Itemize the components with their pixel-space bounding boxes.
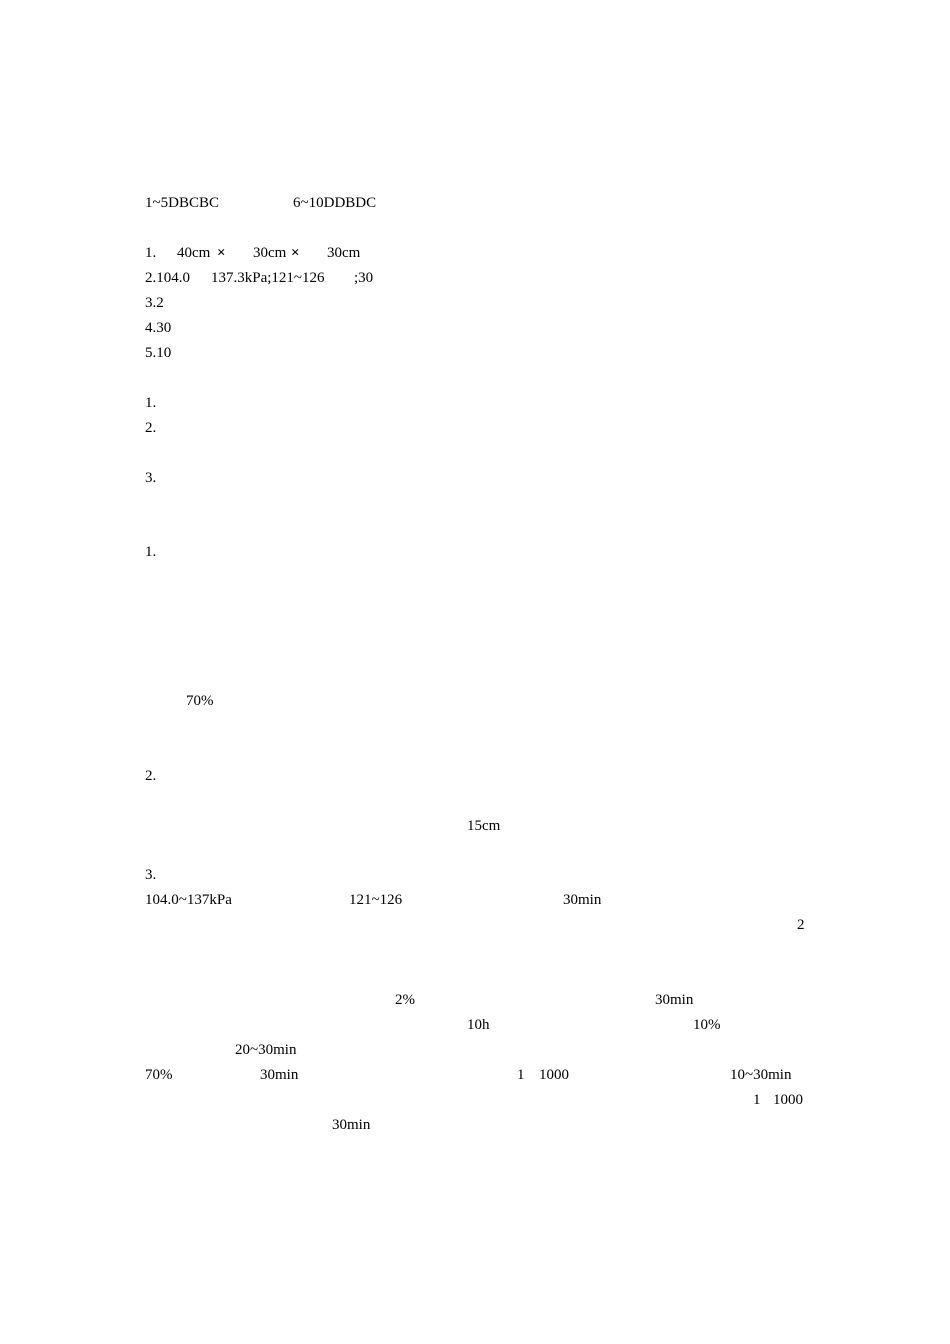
fill-q4: 4.30 — [145, 320, 172, 336]
fill-q2-start: 2.104.0 — [145, 270, 190, 286]
short-q1-value: 70% — [186, 693, 214, 709]
q3-value: 1000 — [773, 1092, 803, 1108]
q3-value: 1000 — [539, 1067, 569, 1083]
q3-value: 30min — [332, 1117, 371, 1133]
fill-q1-height: 30cm — [327, 245, 361, 261]
fill-q1-width: 30cm — [253, 245, 287, 261]
q3-value: 1 — [517, 1067, 525, 1083]
fill-q1-number: 1. — [145, 245, 157, 261]
q3-value: 2 — [797, 917, 805, 933]
q3-value: 30min — [260, 1067, 299, 1083]
q3-value: 30min — [655, 992, 694, 1008]
q3-pressure: 104.0~137kPa — [145, 892, 232, 908]
q3-value: 2% — [395, 992, 415, 1008]
short-q1-number: 1. — [145, 544, 157, 560]
judge-item-3: 3. — [145, 470, 157, 486]
short-q2-value: 15cm — [467, 818, 501, 834]
fill-q5: 5.10 — [145, 345, 172, 361]
short-q3-number: 3. — [145, 867, 157, 883]
times-symbol: × — [291, 245, 300, 261]
fill-q1-length: 40cm — [177, 245, 211, 261]
q3-temperature: 121~126 — [349, 892, 403, 908]
q3-value: 10% — [693, 1017, 721, 1033]
short-q2-number: 2. — [145, 768, 157, 784]
fill-q3: 3.2 — [145, 295, 164, 311]
q3-value: 1 — [753, 1092, 761, 1108]
q3-value: 10h — [467, 1017, 490, 1033]
fill-q2-time: ;30 — [354, 270, 374, 286]
judge-item-1: 1. — [145, 395, 157, 411]
judge-item-2: 2. — [145, 420, 157, 436]
choice-answers-1-5: 1~5DBCBC — [145, 195, 219, 211]
q3-value: 20~30min — [235, 1042, 297, 1058]
q3-duration: 30min — [563, 892, 602, 908]
fill-q2-pressure: 137.3kPa;121~126 — [211, 270, 325, 286]
q3-value: 10~30min — [730, 1067, 792, 1083]
q3-value: 70% — [145, 1067, 173, 1083]
choice-answers-6-10: 6~10DDBDC — [293, 195, 377, 211]
times-symbol: × — [217, 245, 226, 261]
